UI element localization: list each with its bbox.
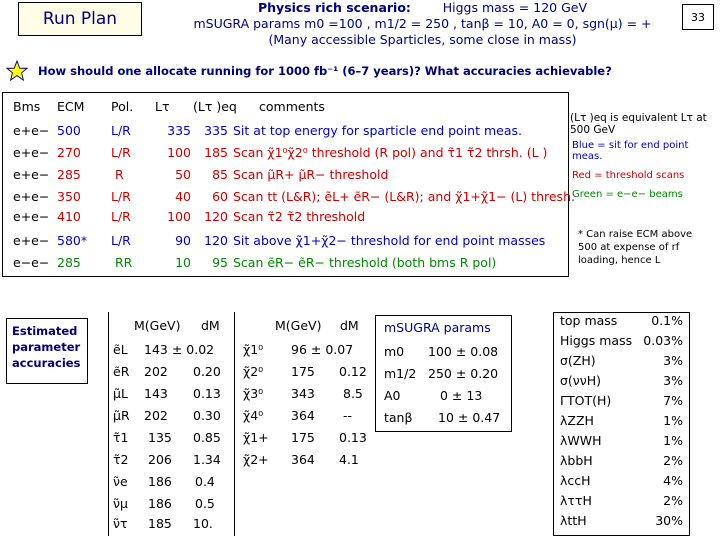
row-lt: 335 — [167, 123, 191, 138]
higgs-param-name: λccH — [560, 473, 591, 488]
row-pol: L/R — [111, 209, 131, 224]
slepton-mass: 143 ± 0.02 — [144, 342, 215, 357]
higgs-param-value: 1% — [663, 413, 683, 428]
slepton-mass: 185 — [148, 516, 172, 531]
note-green: Green = e−e− beams — [572, 189, 683, 200]
slepton-mass: 206 — [148, 452, 172, 467]
gaugino-mass-table — [234, 312, 375, 536]
row-ecm: 285 — [57, 167, 81, 182]
note-ecm-raise: * Can raise ECM above 500 at expense of rf loading, hence L — [578, 229, 693, 266]
higgs-param-name: λttH — [560, 513, 587, 528]
header-comments: comments — [259, 99, 325, 114]
gaugino-dm: 0.12 — [339, 364, 367, 379]
slepton-dm: 0.4 — [195, 474, 215, 489]
row-pol: RR — [115, 255, 133, 270]
note-red: Red = threshold scans — [572, 170, 685, 181]
row-beams: e+e− — [13, 145, 50, 160]
row-lteq: 60 — [212, 189, 228, 204]
slepton-name: μ̃R — [113, 408, 130, 423]
row-pol: L/R — [111, 145, 131, 160]
row-pol: L/R — [111, 233, 131, 248]
higgs-param-name: ΓTOT(H) — [560, 393, 612, 408]
higgs-param-name: λZZH — [560, 413, 594, 428]
msugra-param-value: 10 ± 0.47 — [438, 410, 501, 425]
higgs-param-value: 1% — [663, 433, 683, 448]
header-beams: Bms — [13, 99, 41, 114]
higgs-param-value: 2% — [663, 453, 683, 468]
row-lt: 100 — [167, 209, 191, 224]
higgs-param-name: top mass — [560, 313, 618, 328]
row-lt: 90 — [175, 233, 191, 248]
row-comment: Sit at top energy for sparticle end point meas. — [233, 123, 522, 138]
slepton-dm: 0.13 — [193, 386, 221, 401]
header-pol: Pol. — [111, 99, 134, 114]
slepton-name: ẽL — [113, 342, 128, 357]
row-lt: 40 — [175, 189, 191, 204]
msugra-param-value: 0 ± 13 — [440, 388, 483, 403]
row-comment: Scan τ̃2 τ̃2 threshold — [233, 209, 366, 224]
header-lteq: (Lτ )eq — [193, 99, 237, 114]
slepton-name: τ̃2 — [113, 452, 129, 467]
higgs-param-name: λbbH — [560, 453, 593, 468]
slepton-dm: 1.34 — [193, 452, 221, 467]
slepton-dm: 0.85 — [193, 430, 221, 445]
slepton-mass: 186 — [148, 496, 172, 511]
row-comment: Scan χ̃1⁰χ̃2⁰ threshold (R pol) and τ̃1 τ̃2 thrsh. (L ) — [233, 145, 548, 160]
msugra-param-name: A0 — [384, 388, 401, 403]
header-lt: Lτ — [155, 99, 170, 114]
row-lt: 10 — [175, 255, 191, 270]
gaugino-dm: 4.1 — [339, 452, 359, 467]
higgs-param-value: 0.1% — [651, 313, 683, 328]
page-number: 33 — [682, 4, 714, 30]
higgs-param-value: 2% — [663, 493, 683, 508]
gaugino-mass: 343 — [291, 386, 315, 401]
row-ecm: 500 — [57, 123, 81, 138]
slepton-dm: 0.20 — [193, 364, 221, 379]
higgs-param-value: 30% — [655, 513, 683, 528]
row-pol: L/R — [111, 189, 131, 204]
higgs-param-name: λWWH — [560, 433, 602, 448]
slepton-name: τ̃1 — [113, 430, 129, 445]
higgs-param-name: λττH — [560, 493, 592, 508]
gaugino-name: χ̃1⁰ — [243, 342, 264, 357]
row-lteq: 95 — [212, 255, 228, 270]
slepton-name: μ̃L — [113, 386, 128, 401]
gaugino-name: χ̃1+ — [243, 430, 269, 445]
header-line-1 — [150, 0, 695, 16]
slepton-mass: 135 — [148, 430, 172, 445]
row-comment: Sit above χ̃1+χ̃2− threshold for end point masses — [233, 233, 546, 248]
row-beams: e+e− — [13, 189, 50, 204]
row-ecm: 350 — [57, 189, 81, 204]
row-lt: 100 — [167, 145, 191, 160]
slepton-mass: 186 — [148, 474, 172, 489]
slepton-dm: 10. — [193, 516, 213, 531]
higgs-param-name: Higgs mass — [560, 333, 633, 348]
row-lteq: 120 — [204, 209, 228, 224]
slepton-mass: 143 — [144, 386, 168, 401]
row-pol: R — [115, 167, 124, 182]
gaugino-mass: 364 — [291, 452, 315, 467]
msugra-params-table — [375, 315, 512, 432]
row-lteq: 185 — [204, 145, 228, 160]
row-beams: e−e− — [13, 255, 50, 270]
note-equivalent-lumi: (Lτ )eq is equivalent Lτ at 500 GeV — [570, 112, 707, 136]
header-ecm: ECM — [57, 99, 85, 114]
row-comment: Scan ẽR− ẽR− threshold (both bms R pol) — [233, 255, 497, 270]
slepton-dm: 0.5 — [195, 496, 215, 511]
gaugino-dm: -- — [343, 408, 353, 423]
slepton-name: ẽR — [113, 364, 130, 379]
gaugino-name: χ̃3⁰ — [243, 386, 264, 401]
row-comment: Scan tt (L&R); ẽL+ ẽR− (L&R); and χ̃1+χ̃1− (L) thresh. — [233, 189, 575, 204]
header-line-2: mSUGRA params m0 =100 , m1/2 = 250 , tanβ = 10, A0 = 0, sgn(μ) = + — [193, 16, 652, 31]
gaugino-mass: 96 ± 0.07 — [291, 342, 354, 357]
row-ecm: 270 — [57, 145, 81, 160]
msugra-param-value: 250 ± 0.20 — [428, 366, 499, 381]
slepton-header-mass: M(GeV) — [134, 318, 181, 333]
gaugino-dm: 0.13 — [339, 430, 367, 445]
gaugino-mass: 175 — [291, 430, 315, 445]
higgs-param-name: σ(ZH) — [560, 353, 596, 368]
msugra-title: mSUGRA params — [384, 320, 491, 335]
row-lteq: 120 — [204, 233, 228, 248]
slide-title: Run Plan — [18, 2, 142, 36]
gaugino-name: χ̃2⁰ — [243, 364, 264, 379]
slepton-name: ν̃e — [113, 474, 128, 489]
slepton-mass: 202 — [144, 364, 168, 379]
run-plan-table — [2, 92, 575, 277]
gaugino-header-dm: dM — [340, 318, 359, 333]
question-text: How should one allocate running for 1000 fb⁻¹ (6–7 years)? What accuracies achievable? — [38, 64, 612, 78]
row-ecm: 410 — [57, 209, 81, 224]
higgs-param-name: σ(ννH) — [560, 373, 602, 388]
row-beams: e+e− — [13, 123, 50, 138]
higgs-param-value: 0.03% — [643, 333, 683, 348]
row-comment: Scan μ̃R+ μ̃R− threshold — [233, 167, 389, 182]
higgs-param-value: 7% — [663, 393, 683, 408]
slepton-mass: 202 — [144, 408, 168, 423]
slepton-mass-table — [108, 312, 239, 536]
row-ecm: 580* — [57, 233, 88, 248]
estimated-accuracies-label: Estimated parameter accuracies — [6, 318, 88, 384]
gaugino-mass: 175 — [291, 364, 315, 379]
msugra-param-name: m1/2 — [384, 366, 417, 381]
row-ecm: 285 — [57, 255, 81, 270]
higgs-param-value: 4% — [663, 473, 683, 488]
msugra-param-name: tanβ — [384, 410, 413, 425]
header-higgs-mass: Higgs mass = 120 GeV — [442, 0, 588, 15]
higgs-param-value: 3% — [663, 353, 683, 368]
slepton-name: ν̃τ — [113, 516, 128, 531]
row-beams: e+e− — [13, 167, 50, 182]
msugra-param-value: 100 ± 0.08 — [428, 344, 499, 359]
scenario-header — [150, 0, 695, 48]
row-pol: L/R — [111, 123, 131, 138]
gaugino-name: χ̃2+ — [243, 452, 269, 467]
higgs-param-value: 3% — [663, 373, 683, 388]
row-lteq: 85 — [212, 167, 228, 182]
header-scenario-label: Physics rich scenario: — [257, 0, 411, 15]
row-beams: e+e− — [13, 209, 50, 224]
slepton-header-dm: dM — [201, 318, 220, 333]
row-lteq: 335 — [204, 123, 228, 138]
slepton-name: ν̃μ — [113, 496, 128, 511]
higgs-accuracy-table — [553, 312, 690, 536]
gaugino-header-mass: M(GeV) — [275, 318, 322, 333]
star-icon — [6, 60, 28, 88]
row-beams: e+e− — [13, 233, 50, 248]
header-line-3: (Many accessible Sparticles, some close in mass) — [268, 32, 577, 47]
gaugino-mass: 364 — [291, 408, 315, 423]
row-lt: 50 — [175, 167, 191, 182]
gaugino-name: χ̃4⁰ — [243, 408, 264, 423]
gaugino-dm: 8.5 — [343, 386, 363, 401]
msugra-param-name: m0 — [384, 344, 405, 359]
note-blue: Blue = sit for end point meas. — [572, 140, 689, 162]
slepton-dm: 0.30 — [193, 408, 221, 423]
